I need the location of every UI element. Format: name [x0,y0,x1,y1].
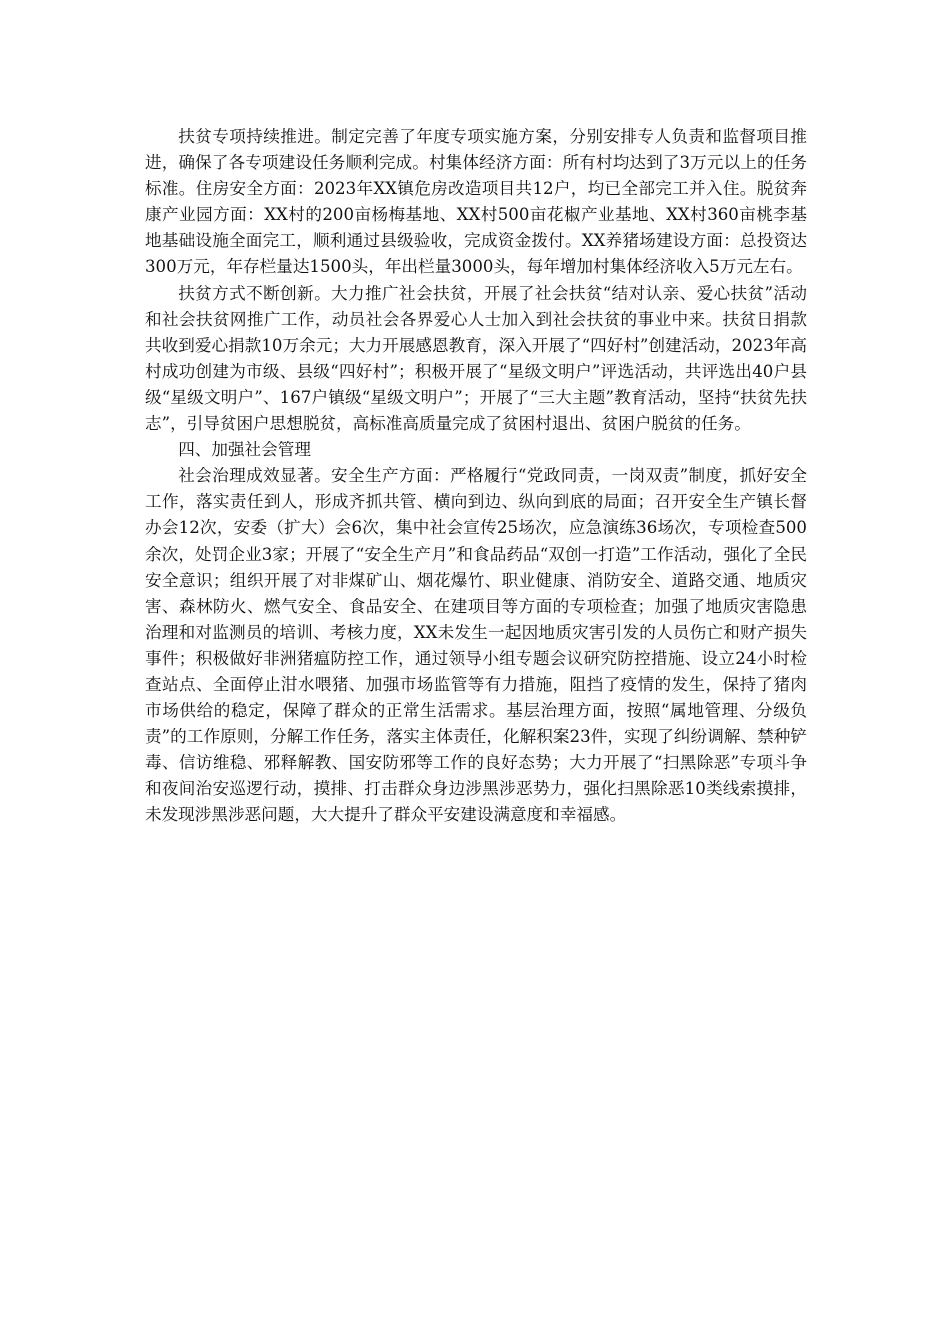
paragraph-social-governance: 社会治理成效显著。安全生产方面：严格履行“党政同责，一岗双责”制度，抓好安全工作，落实责任到人，形成齐抓共管、横向到边、纵向到底的局面；召开安全生产镇长督办会12次，安委（扩大）会6次，集中社会宣传25场次，应急演练36场次，专项检查500余次，处罚企业3家；开展了“安全生产月”和食品药品“双创一打造”工作活动，强化了全民安全意识；组织开展了对非煤矿山、烟花爆竹、职业健康、消防安全、道路交通、地质灾害、森林防火、燃气安全、食品安全、在建项目等方面的专项检查；加强了地质灾害隐患治理和对监测员的培训、考核力度，XX未发生一起因地质灾害引发的人员伤亡和财产损失事件；积极做好非洲猪瘟防控工作，通过领导小组专题会议研究防控措施、设立24小时检查站点、全面停止泔水喂猪、加强市场监管等有力措施，阻挡了疫情的发生，保持了猪肉市场供给的稳定，保障了群众的正常生活需求。基层治理方面，按照“属地管理、分级负责”的工作原则，分解工作任务，落实主体责任，化解积案23件，实现了纠纷调解、禁种铲毒、信访维稳、邪释解教、国安防邪等工作的良好态势；大力开展了“扫黑除恶”专项斗争和夜间治安巡逻行动，摸排、打击群众身边涉黑涉恶势力，强化扫黑除恶10类线索摸排，未发现涉黑涉恶问题，大大提升了群众平安建设满意度和幸福感。 [145,466,807,825]
section-heading-social-management: 四、加强社会管理 [178,440,311,460]
paragraph-poverty-innovation: 扶贫方式不断创新。大力推广社会扶贫，开展了社会扶贫“结对认亲、爱心扶贫”活动和社会扶贫网推广工作，动员社会各界爱心人士加入到社会扶贫的事业中来。扶贫日捐款共收到爱心捐款10万余元；大力开展感恩教育，深入开展了“四好村”创建活动，2023年高村成功创建为市级、县级“四好村”；积极开展了“星级文明户”评选活动，共评选出40户县级“星级文明户”、167户镇级“星级文明户”；开展了“三大主题”教育活动，坚持“扶贫先扶志”，引导贫困户思想脱贫，高标准高质量完成了贫困村退出、贫困户脱贫的任务。 [145,283,807,434]
paragraph-poverty-projects: 扶贫专项持续推进。制定完善了年度专项实施方案，分别安排专人负责和监督项目推进，确保了各专项建设任务顺利完成。村集体经济方面：所有村均达到了3万元以上的任务标准。住房安全方面：2023年XX镇危房改造项目共12户，均已全部完工并入住。脱贫奔康产业园方面：XX村的200亩杨梅基地、XX村500亩花椒产业基地、XX村360亩桃李基地基础设施全面完工，顺利通过县级验收，完成资金拨付。XX养猪场建设方面：总投资达300万元，年存栏量达1500头，年出栏量3000头，每年增加村集体经济收入5万元左右。 [145,127,807,277]
document-body [145,124,807,829]
